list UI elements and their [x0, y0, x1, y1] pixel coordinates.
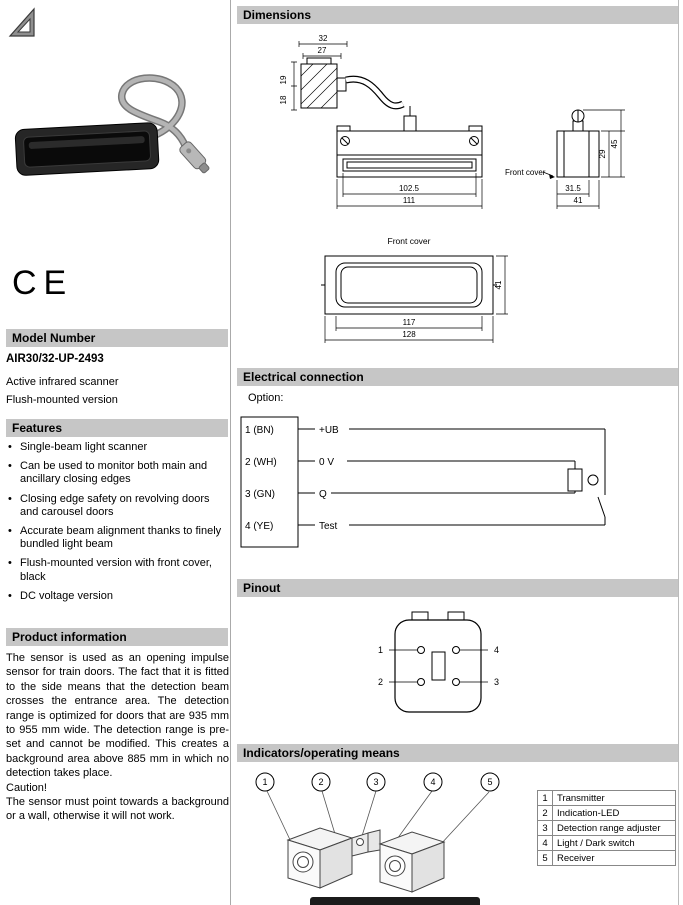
feature-item: • Single-beam light scanner: [6, 441, 230, 454]
dim-side-height-inner: 29: [598, 149, 607, 159]
model-description-1: Active infrared scanner: [6, 376, 119, 388]
dim-side-depth-outer: 41: [573, 196, 583, 205]
feature-item: • Accurate beam alignment thanks to finely bundled light beam: [6, 525, 230, 551]
wiring-lines: [331, 429, 605, 525]
legend-row: [538, 821, 676, 836]
legend-label: Light / Dark switch: [553, 836, 676, 851]
legend-num: 5: [538, 851, 553, 866]
photo-sensor-body: [15, 122, 159, 175]
dim-housing-width-inner: 102.5: [398, 184, 420, 193]
pin-label-3: 3: [494, 677, 500, 687]
housing-front-view: [337, 106, 482, 177]
feature-item: • Flush-mounted version with front cover, black: [6, 557, 230, 583]
feature-item: • Closing edge safety on revolving doors and carousel doors: [6, 493, 230, 519]
legend-row: [538, 791, 676, 806]
callout-number: 2: [318, 777, 324, 787]
front-cover-callout: Front cover: [505, 168, 546, 177]
features-header: Features: [6, 419, 228, 437]
terminal-pin: 2 (WH): [245, 457, 277, 468]
ce-mark: CE: [12, 264, 74, 302]
terminal-signal: +UB: [319, 425, 339, 436]
electrical-connection-header: Electrical connection: [237, 368, 678, 386]
indicators-drawing: [240, 766, 540, 904]
callout-number: 5: [487, 777, 493, 787]
terminal-stubs: [298, 429, 315, 525]
sensor-isometric-sketch: [288, 828, 444, 892]
legend-row: [538, 851, 676, 866]
terminal-signal: Q: [319, 489, 327, 500]
connector-body: [395, 612, 481, 712]
legend-num: 4: [538, 836, 553, 851]
product-information-text: [6, 651, 229, 824]
model-number-header: Model Number: [6, 329, 228, 347]
product-photo: [8, 48, 226, 206]
legend-label: Detection range adjuster: [553, 821, 676, 836]
dim-connector-width-inner: 27: [317, 46, 327, 55]
dimensions-header: Dimensions: [237, 6, 678, 24]
output-indicator-symbol: [588, 475, 598, 485]
pinout-diagram: [237, 600, 678, 733]
terminal-pin: 3 (GN): [245, 489, 275, 500]
dim-cover-width-inner: 117: [402, 318, 416, 327]
dim-side-height-outer: 45: [610, 139, 619, 149]
pin-label-4: 4: [494, 645, 500, 655]
dim-cover-width-outer: 128: [402, 330, 416, 339]
legend-row: [538, 836, 676, 851]
terminal-signal: 0 V: [319, 457, 335, 468]
caution-body: The sensor must point towards a background or a wall, otherwise it will not work.: [6, 796, 229, 823]
dimensions-drawing: [237, 28, 678, 363]
dim-connector-width-outer: 32: [318, 34, 328, 43]
features-list: [6, 441, 230, 609]
dim-housing-width-outer: 111: [402, 196, 416, 205]
indicators-header: Indicators/operating means: [237, 744, 678, 762]
legend-label: Indication-LED: [553, 806, 676, 821]
housing-side-view: [557, 110, 599, 177]
product-information-header: Product information: [6, 628, 228, 646]
terminal-pin: 1 (BN): [245, 425, 274, 436]
model-description-2: Flush-mounted version: [6, 394, 118, 406]
footer-bar: [310, 897, 480, 905]
load-symbol: [568, 469, 582, 491]
page-right-border: [678, 0, 679, 905]
legend-label: Transmitter: [553, 791, 676, 806]
dim-connector-height-upper: 19: [279, 75, 288, 85]
connector-detail: [301, 58, 403, 108]
caution-title: Caution!: [6, 781, 47, 794]
front-cover-title: Front cover: [387, 236, 431, 246]
legend-num: 3: [538, 821, 553, 836]
terminal-signal: Test: [319, 521, 338, 532]
product-information-body: The sensor is used as an opening impulse sensor for train doors. The fact that it is fitted to the side means that the detection beam crosses the entrance area. The detection range is optimized for doors that are 935 mm to 955 mm wide. The detection range is pre-set and cannot be modified. This creates a background area above 885 mm in which no detection takes place.: [6, 652, 229, 780]
legend-num: 2: [538, 806, 553, 821]
front-cover-callout-arrowhead: [549, 174, 555, 179]
legend-label: Receiver: [553, 851, 676, 866]
legend-row: [538, 806, 676, 821]
option-label: Option:: [248, 392, 284, 404]
front-cover-view: [321, 256, 497, 314]
pin-label-1: 1: [377, 645, 383, 655]
callout-number: 1: [262, 777, 268, 787]
pin-label-2: 2: [377, 677, 383, 687]
terminal-pin: 4 (YE): [245, 521, 274, 532]
indicators-legend-table: [537, 790, 676, 866]
column-divider: [230, 0, 231, 905]
photo-connector: [178, 140, 212, 175]
callout-number: 3: [373, 777, 379, 787]
legend-num: 1: [538, 791, 553, 806]
brand-logo-icon: [8, 6, 36, 38]
pinout-header: Pinout: [237, 579, 678, 597]
feature-item: • Can be used to monitor both main and ancillary closing edges: [6, 460, 230, 486]
dim-cover-height: 41: [494, 280, 503, 290]
wiring-diagram: [237, 407, 678, 559]
callout-number: 4: [430, 777, 436, 787]
dim-side-depth-inner: 31.5: [565, 184, 581, 193]
feature-item: • DC voltage version: [6, 590, 230, 603]
model-number: AIR30/32-UP-2493: [6, 353, 104, 365]
test-switch-symbol: [598, 429, 605, 525]
dim-connector-height-lower: 18: [279, 95, 288, 105]
